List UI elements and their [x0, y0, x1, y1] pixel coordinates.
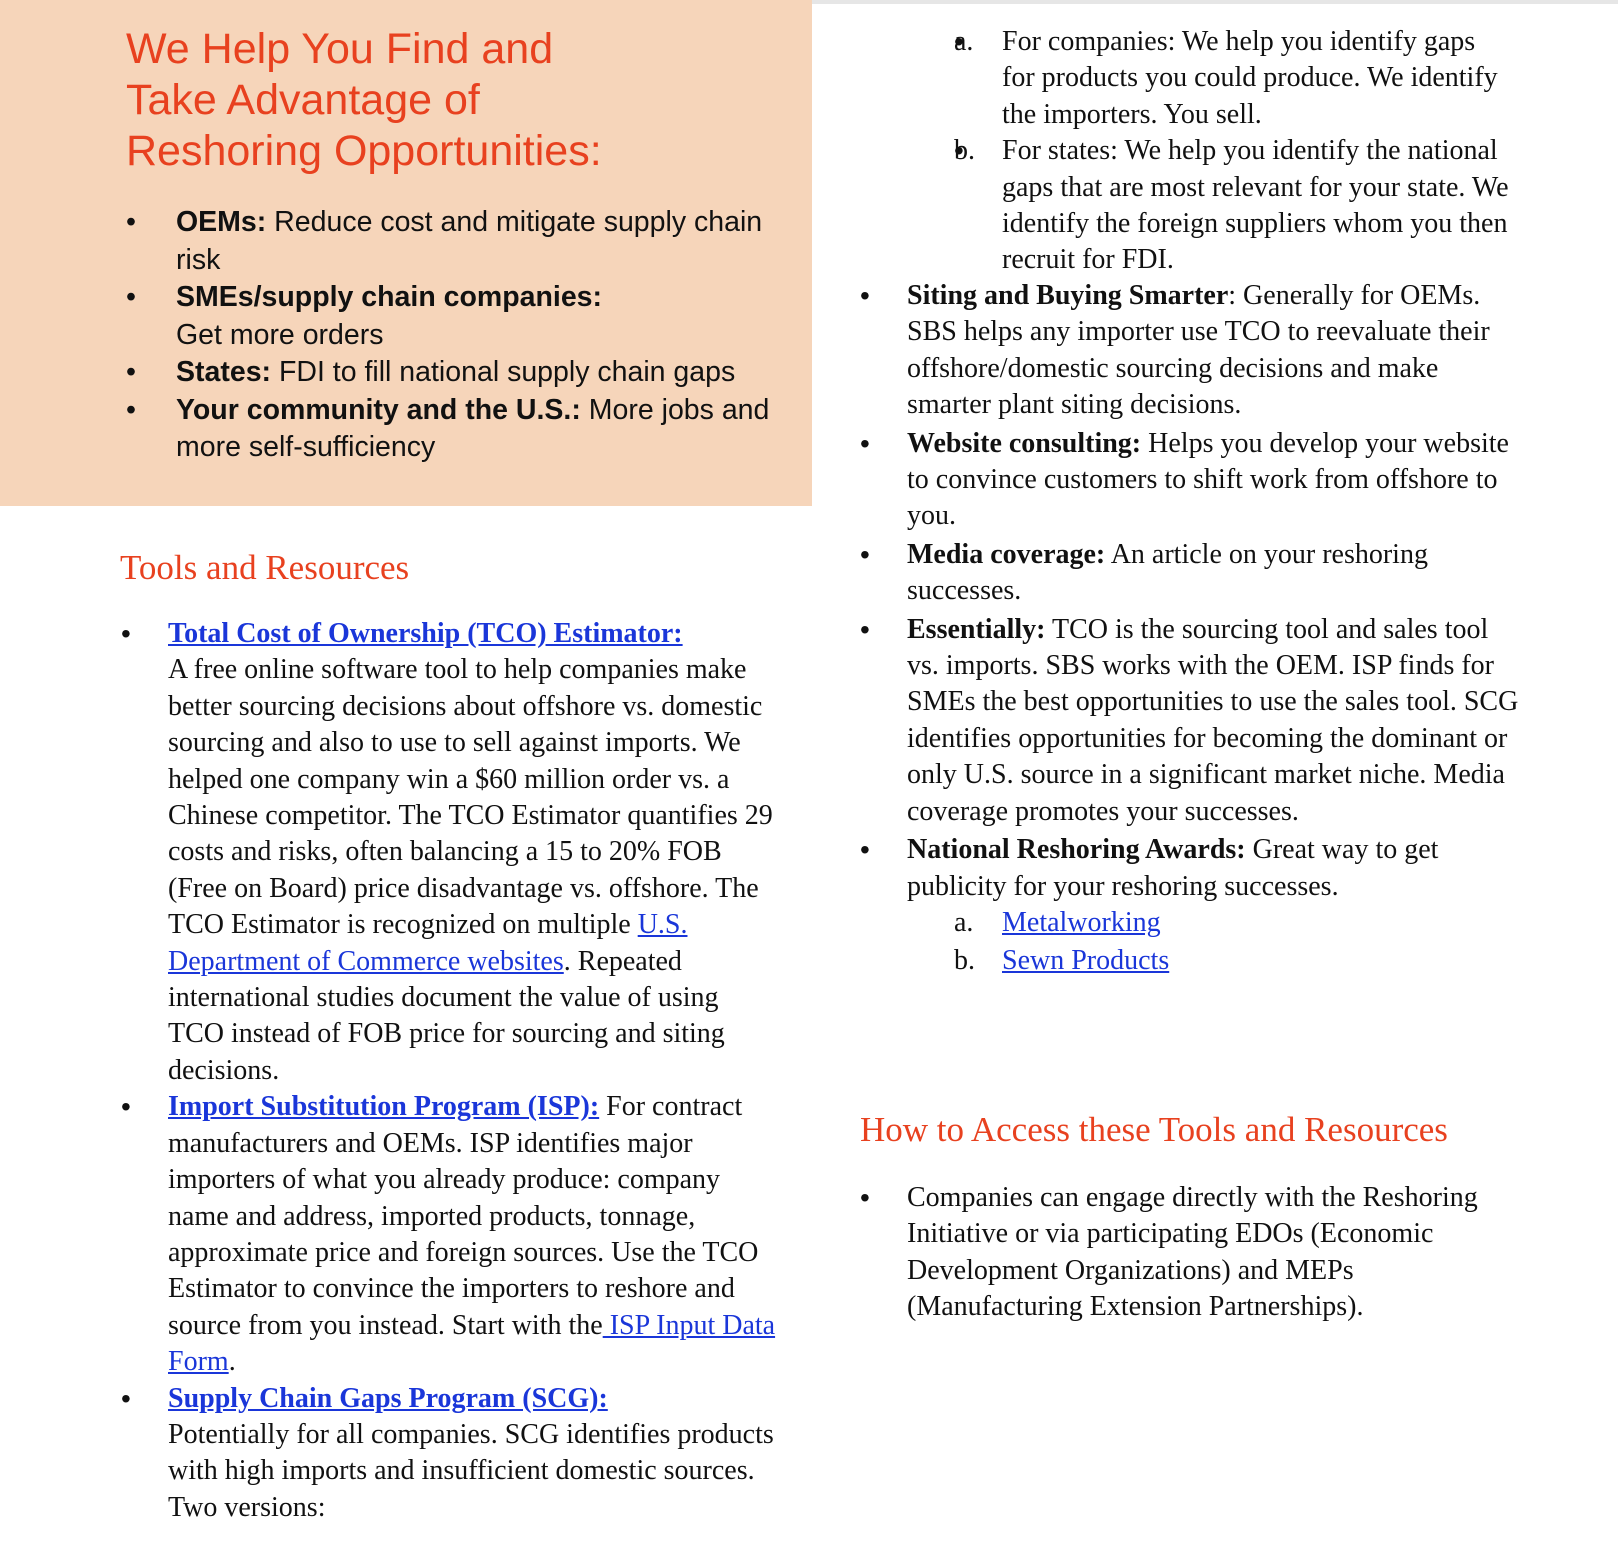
metalworking-link[interactable]: Metalworking: [1002, 906, 1161, 938]
tco-description: A free online software tool to help companies make better sourcing decisions about offshore vs. domestic sourcing and also to use to sell against imports. We helped one company win a $60 million order vs. a Chinese competitor. The TCO Estimator quantifies 29 costs and risks, often balancing a 15 to 20% FOB (Free on Board) price disadvantage vs. offshore. The TCO Estimator is recognized on multiple: [168, 654, 773, 941]
audience-label: Your community and the U.S.:: [176, 393, 581, 426]
audience-item-oems: [126, 204, 776, 279]
audience-label: OEMs:: [176, 206, 267, 238]
audience-text: FDI to fill national supply chain gaps: [271, 356, 736, 388]
audience-item-smes: [126, 279, 776, 354]
callout-title-line: Reshoring Opportunities:: [126, 127, 602, 175]
service-essentially: [860, 612, 1520, 830]
sewn-products-link[interactable]: Sewn Products: [1002, 945, 1170, 977]
callout-title-line: Take Advantage of: [126, 76, 480, 124]
list-marker: • b.: [954, 135, 975, 167]
commerce-websites-link[interactable]: U.S. Department of Commerce websites: [168, 909, 688, 977]
list-marker: a.: [954, 906, 974, 938]
tool-scg: [121, 1381, 781, 1527]
isp-input-form-link[interactable]: ISP Input Data Form: [168, 1309, 776, 1378]
service-awards: [860, 832, 1520, 980]
scg-version-text: For states: We help you identify the national gaps that are most relevant for your state. We identify the foreign suppliers whom you then recruit for FDI.: [1002, 135, 1509, 276]
services-list: [860, 278, 1520, 982]
list-marker: b.: [954, 945, 975, 977]
service-label: National Reshoring Awards:: [907, 834, 1246, 866]
scg-link[interactable]: Supply Chain Gaps Program (SCG):: [168, 1382, 608, 1414]
service-text: Helps you develop your website to convince customers to shift work from offshore to you.: [907, 427, 1509, 532]
scg-description: Potentially for all companies. SCG identifies products with high imports and insufficient domestic sources. Two versions:: [168, 1418, 774, 1523]
access-list: [860, 1180, 1520, 1326]
service-siting: [860, 278, 1520, 424]
service-label: Essentially:: [907, 613, 1046, 645]
audience-item-community: [126, 392, 776, 467]
isp-description-end: .: [228, 1346, 236, 1378]
callout-box: [0, 0, 812, 506]
audience-text: Reduce cost and mitigate supply chain risk: [176, 206, 763, 276]
tco-description-end: . Repeated international studies document the value of using TCO instead of FOB price for sourcing and siting decisions.: [168, 945, 725, 1086]
scg-version-states: [954, 133, 1514, 279]
isp-link[interactable]: Import Substitution Program (ISP):: [168, 1091, 600, 1123]
service-website: [860, 426, 1520, 535]
audience-label: States:: [176, 356, 272, 388]
access-heading: How to Access these Tools and Resources: [860, 1110, 1448, 1149]
access-item: [860, 1180, 1520, 1326]
service-label: Website consulting:: [907, 427, 1142, 459]
audience-list: [126, 204, 776, 467]
tools-list: [121, 616, 781, 1526]
isp-description: For contract manufacturers and OEMs. ISP identifies major importers of what you already produce: company name and address, imported products, tonnage, approximate price and foreign sources. Use the TCO Estimator to convince the importers to reshore and source from you instead. Start with the: [168, 1091, 759, 1341]
audience-text: Get more orders: [176, 318, 384, 351]
awards-list: [954, 905, 1520, 980]
service-text: An article on your reshoring successes.: [907, 538, 1428, 607]
audience-text: More jobs and more self-sufficiency: [176, 393, 770, 463]
tco-estimator-link[interactable]: Total Cost of Ownership (TCO) Estimator:: [168, 618, 683, 649]
access-text: Companies can engage directly with the Reshoring Initiative or via participating EDOs (Economic Development Organizations) and MEPs (Manufacturing Extension Partnerships).: [907, 1182, 1478, 1323]
tools-heading: Tools and Resources: [120, 548, 410, 587]
audience-item-states: [126, 354, 776, 392]
scg-version-companies: [954, 24, 1514, 133]
service-label: Siting and Buying Smarter: [907, 280, 1229, 311]
service-text: TCO is the sourcing tool and sales tool vs. imports. SBS works with the OEM. ISP finds for SMEs the best opportunities to use the sales tool. SCG identifies opportunities for becoming the dominant or only U.S. source in a significant market niche. Media coverage promotes your successes.: [907, 613, 1519, 827]
tool-tco: [121, 616, 781, 1089]
service-text: Great way to get publicity for your reshoring successes.: [907, 834, 1439, 902]
service-media: [860, 537, 1520, 610]
tool-isp: [121, 1089, 781, 1380]
service-label: Media coverage:: [907, 538, 1106, 570]
award-sewn-products: [954, 943, 1520, 979]
callout-title-line: We Help You Find and: [126, 25, 554, 73]
service-text: : Generally for OEMs. SBS helps any importer use TCO to reevaluate their offshore/domestic sourcing decisions and make smarter plant siting decisions.: [907, 280, 1490, 421]
scg-version-text: For companies: We help you identify gaps for products you could produce. We identify the importers. You sell.: [1002, 26, 1498, 130]
list-marker: • a.: [954, 26, 974, 57]
scg-versions-list: [954, 24, 1514, 279]
callout-title: [126, 24, 602, 177]
award-metalworking: [954, 905, 1520, 941]
audience-label: SMEs/supply chain companies:: [176, 281, 603, 313]
